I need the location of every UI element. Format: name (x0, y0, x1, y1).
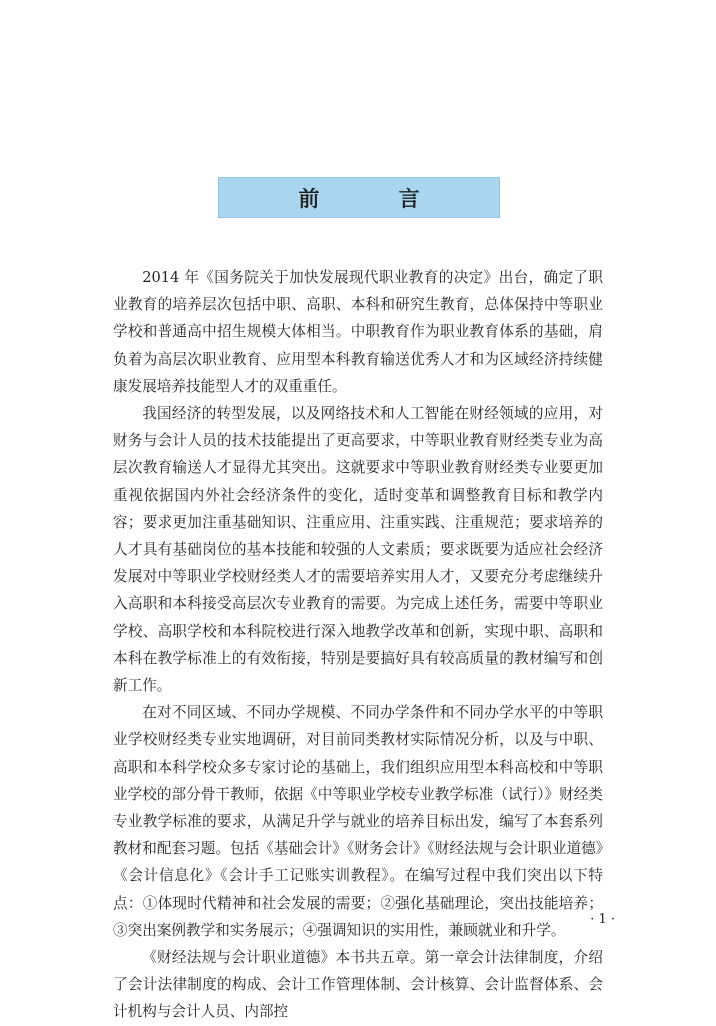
page-number: · 1 · (590, 912, 615, 927)
paragraph: 《财经法规与会计职业道德》本书共五章。第一章会计法律制度，介绍了会计法律制度的构成、会计工作管理体制、会计核算、会计监督体系、会计机构与会计人员、内部控 (113, 949, 603, 1021)
body-text (113, 264, 603, 1026)
page-title-banner (218, 177, 500, 218)
paragraph: 我国经济的转型发展，以及网络技术和人工智能在财经领域的应用，对财务与会计人员的技术技能提出了更高要求，中等职业教育财经类专业为高层次教育输送人才显得尤其突出。这就要求中等职业教育财经类专业要更加重视依据国内外社会经济条件的变化，适时变革和调整教育目标和教学内容；要求更加注重基础知识、注重应用、注重实践、注重规范；要求培养的人才具有基础岗位的基本技能和较强的人文素质；要求既要为适应社会经济发展对中等职业学校财经类人才的需要培养实用人才，又要充分考虑继续升入高职和本科接受高层次专业教育的需要。为完成上述任务，需要中等职业学校、高职学校和本科院校进行深入地教学改革和创新，实现中职、高职和本科在教学标准上的有效衔接，特别是要搞好具有较高质量的教材编写和创新工作。 (113, 405, 603, 695)
page-title: 前 言 (298, 185, 456, 211)
paragraph: 2014 年《国务院关于加快发展现代职业教育的决定》出台，确定了职业教育的培养层次包括中职、高职、本科和研究生教育，总体保持中等职业学校和普通高中招生规模大体相当。中职教育作为职业教育体系的基础，肩负着为高层次职业教育、应用型本科教育输送优秀人才和为区域经济持续健康发展培养技能型人才的双重重任。 (113, 269, 603, 395)
paragraph: 在对不同区域、不同办学规模、不同办学条件和不同办学水平的中等职业学校财经类专业实地调研，对目前同类教材实际情况分析，以及与中职、高职和本科学校众多专家讨论的基础上，我们组织应用型本科高校和中等职业学校的部分骨干教师，依据《中等职业学校专业教学标准（试行）》财经类专业教学标准的要求，从满足升学与就业的培养目标出发，编写了本套系列教材和配套习题。包括《基础会计》《财务会计》《财经法规与会计职业道德》《会计信息化》《会计手工记账实训教程》。在编写过程中我们突出以下特点：①体现时代精神和社会发展的需要；②强化基础理论，突出技能培养；③突出案例教学和实务展示；④强调知识的实用性，兼顾就业和升学。 (113, 704, 603, 939)
